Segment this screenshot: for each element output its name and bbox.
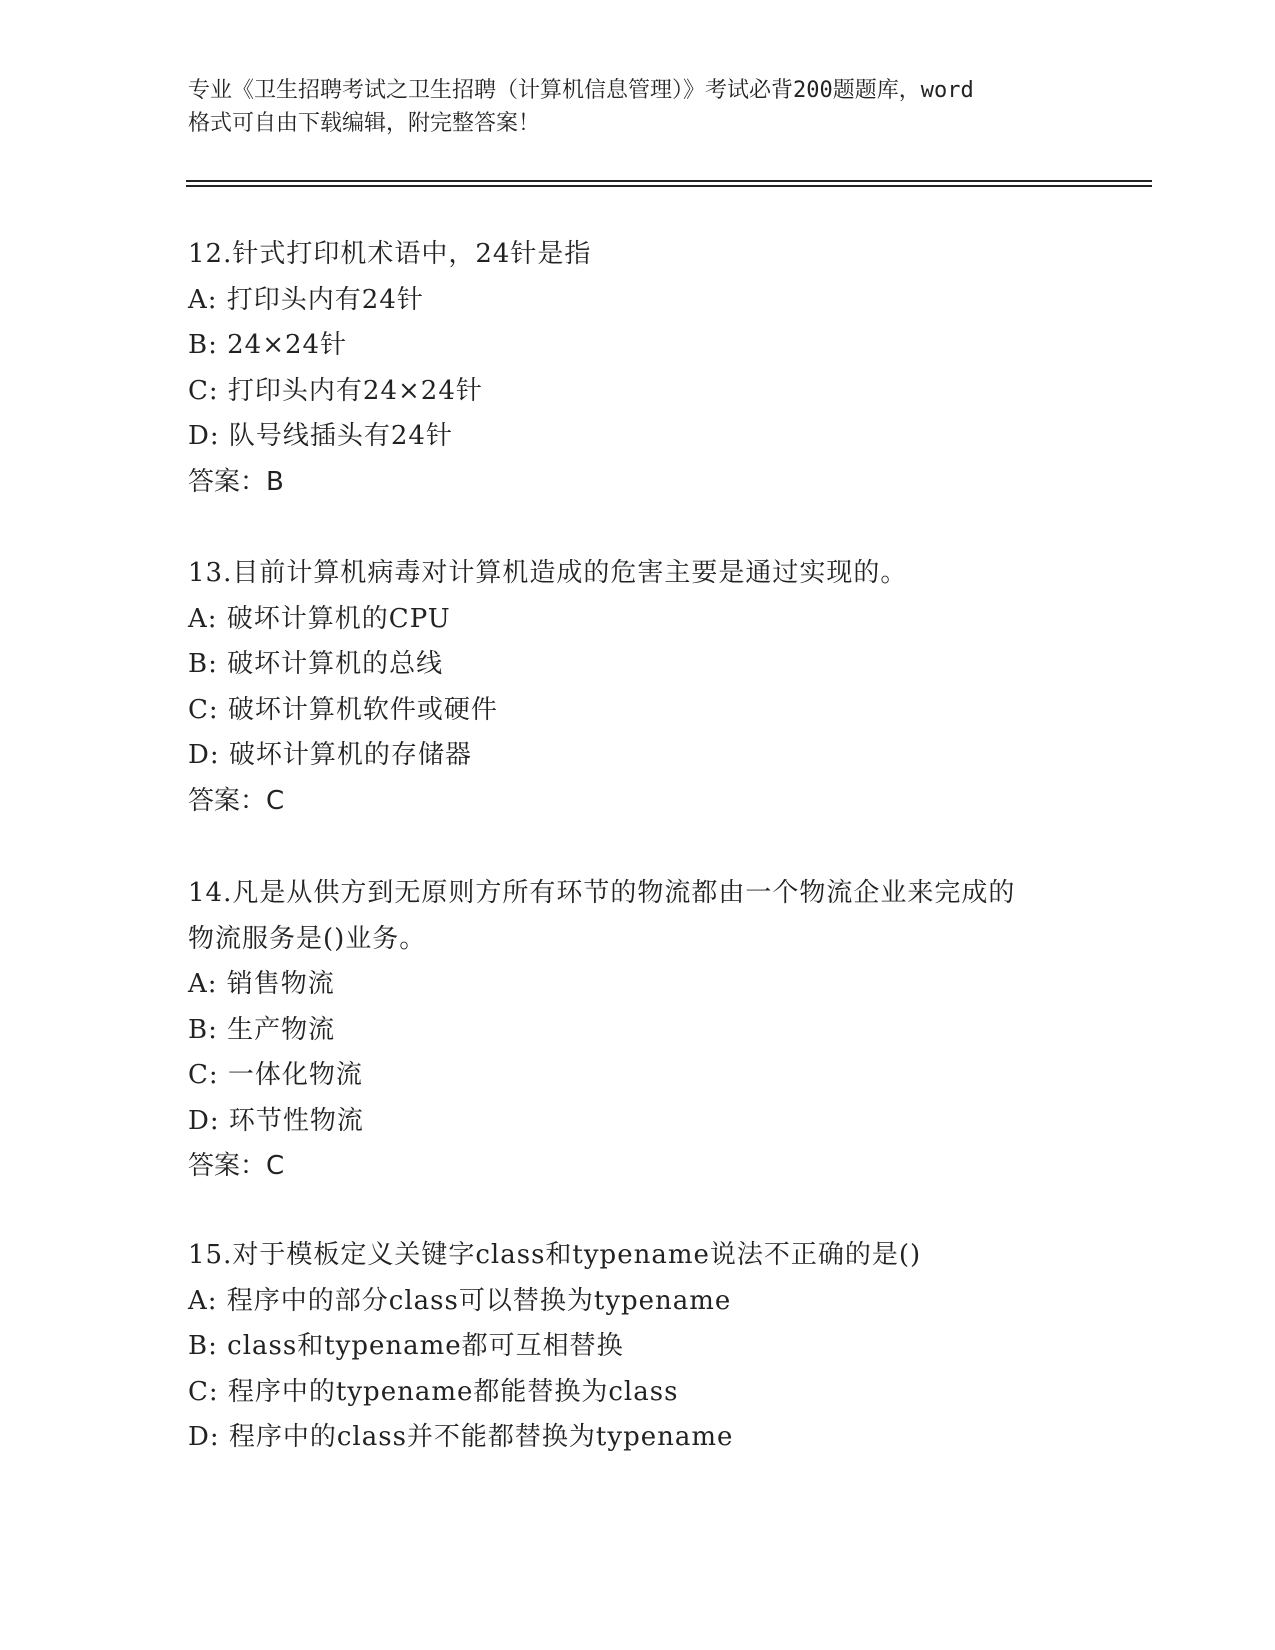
question-stem-line-1: 14.凡是从供方到无原则方所有环节的物流都由一个物流企业来完成的: [188, 878, 1016, 908]
option-d: D: 程序中的class并不能都替换为typename: [188, 1422, 734, 1452]
option-b: B: 生产物流: [188, 1014, 336, 1045]
option-b: B: class和typename都可互相替换: [188, 1331, 624, 1361]
option-c: C: 一体化物流: [188, 1060, 363, 1090]
option-b: B: 24×24针: [188, 330, 348, 360]
document-header: [188, 74, 1088, 140]
option-a: A: 销售物流: [188, 969, 335, 999]
answer: 答案：C: [188, 1151, 285, 1181]
question-stem: 15.对于模板定义关键字class和typename说法不正确的是(): [188, 1240, 922, 1270]
option-b: B: 破坏计算机的总线: [188, 649, 444, 679]
question-stem: 13.目前计算机病毒对计算机造成的危害主要是通过实现的。: [188, 558, 908, 588]
question-15: [188, 1233, 1088, 1461]
answer: 答案：B: [188, 466, 284, 497]
question-stem: 12.针式打印机术语中，24针是指: [188, 239, 592, 269]
question-12: [188, 232, 1088, 505]
option-a: A: 打印头内有24针: [188, 284, 424, 315]
option-c: C: 打印头内有24×24针: [188, 375, 483, 406]
answer: 答案：C: [188, 785, 285, 816]
question-14: [188, 871, 1088, 1190]
header-line-2: 格式可自由下载编辑，附完整答案！: [188, 111, 541, 136]
option-a: A: 破坏计算机的CPU: [188, 603, 451, 634]
option-d: D: 环节性物流: [188, 1105, 364, 1136]
option-c: C: 破坏计算机软件或硬件: [188, 694, 498, 725]
option-d: D: 破坏计算机的存储器: [188, 740, 472, 770]
option-a: A: 程序中的部分class可以替换为typename: [188, 1285, 732, 1316]
header-divider-bottom: [186, 185, 1152, 187]
option-d: D: 队号线插头有24针: [188, 421, 453, 451]
header-line-1: 专业《卫生招聘考试之卫生招聘（计算机信息管理）》考试必背200题题库，word: [188, 78, 974, 103]
option-c: C: 程序中的typename都能替换为class: [188, 1376, 679, 1407]
question-13: [188, 551, 1088, 824]
question-stem-line-2: 物流服务是()业务。: [188, 923, 427, 954]
header-divider-top: [186, 180, 1152, 182]
